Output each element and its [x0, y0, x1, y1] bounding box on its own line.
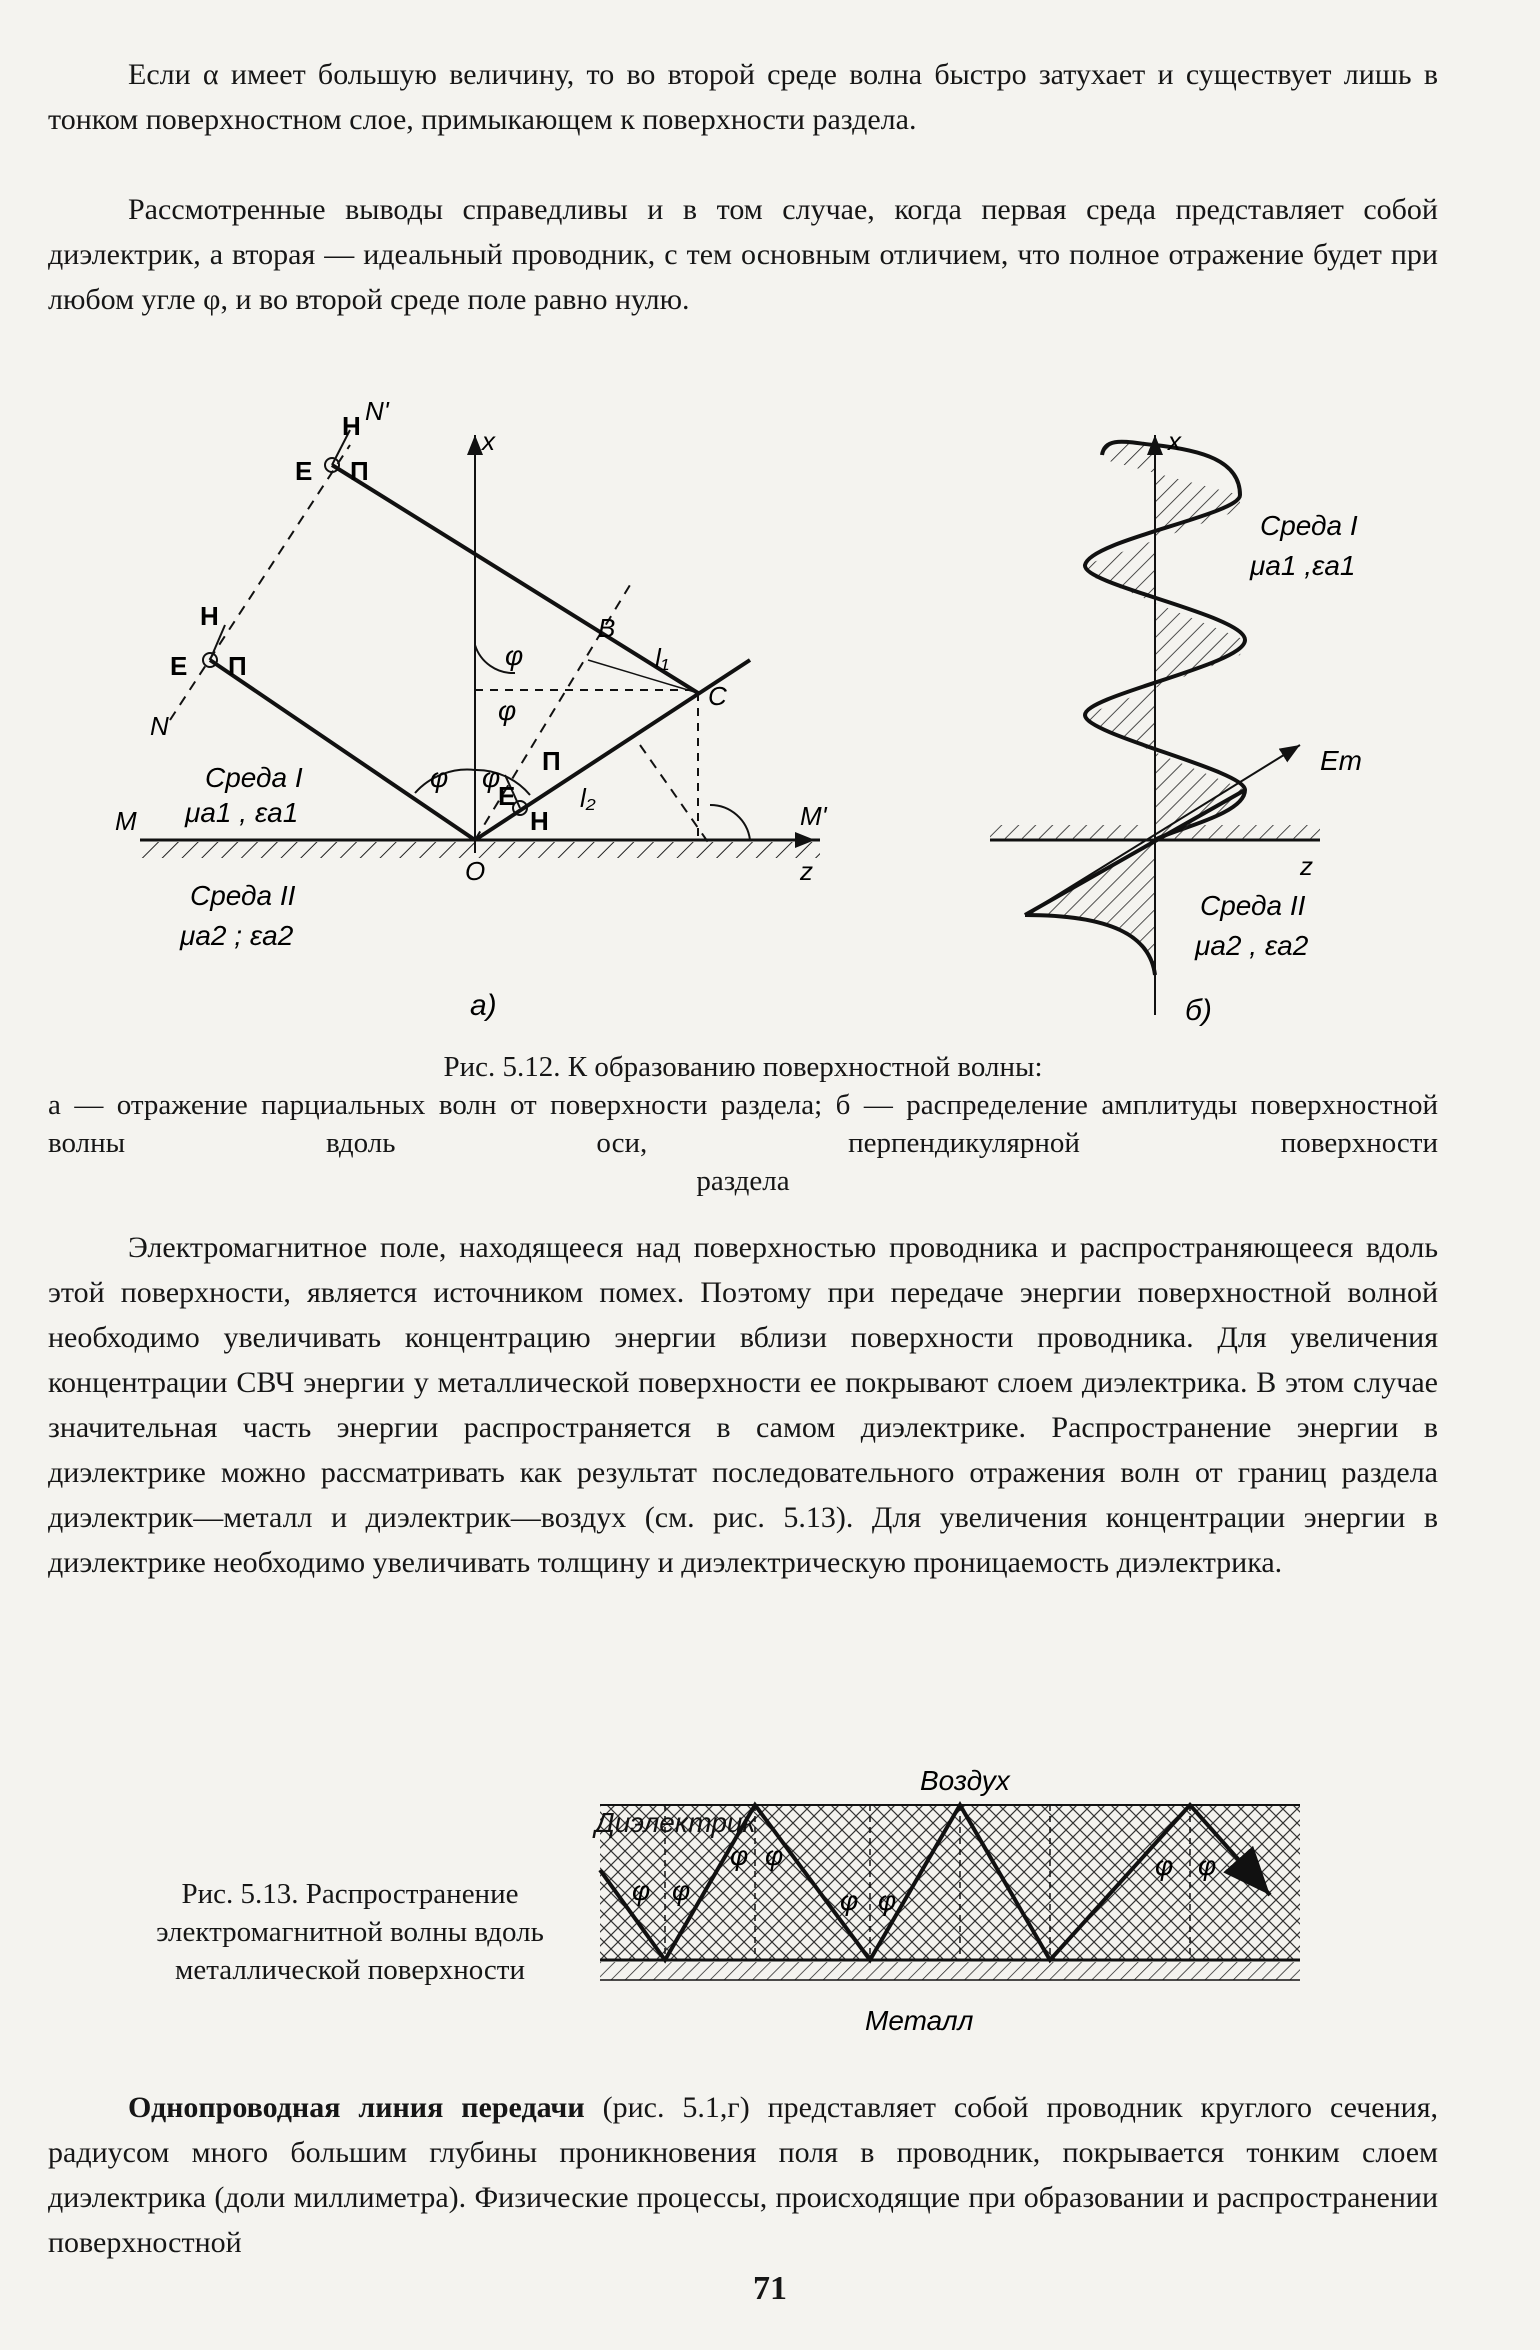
medium1-params: μa1 ,εa1	[1250, 550, 1356, 581]
label-H-top: H	[342, 411, 361, 441]
wavefront-NN	[170, 445, 350, 720]
axis-x-label: x	[482, 426, 495, 456]
label-phi-6: φ	[878, 1885, 897, 1916]
label-E-bottom: E	[498, 781, 516, 811]
medium1-name: Среда I	[205, 762, 303, 793]
label-B: B	[598, 613, 616, 643]
figure-5-13-caption: Рис. 5.13. Распространение электромагнитной волны вдоль металлической поверхности	[156, 1878, 544, 1986]
paragraph-4	[48, 2085, 1438, 2265]
label-phi-8: φ	[1198, 1850, 1217, 1881]
axis-z-label: z	[800, 856, 813, 886]
paragraph-3: Электромагнитное поле, находящееся над поверхностью проводника и распространяющееся вдоль этой поверхности, является источником помех. Поэтому при передаче энергии поверхностной волной необходимо увеличивать концентрацию энергии вблизи поверхности проводника. Для увеличения концентрации СВЧ энергии у металлической поверхности ее покрывают слоем диэлектрика. В этом случае значительная часть энергии распространяется в самом диэлектрике. Распространение энергии в диэлектрике можно рассматривать как результат последовательного отражения волн от границ раздела диэлектрик—металл и диэлектрик—воздух (см. рис. 5.13). Для увеличения концентрации энергии в диэлектрике необходимо увеличивать толщину и диэлектрическую проницаемость диэлектрика.	[48, 1231, 1438, 1579]
amplitude-area-lower	[1025, 840, 1155, 975]
axis-z-label: z	[1300, 851, 1313, 881]
label-N-prime: N'	[365, 396, 389, 426]
label-phi-1: φ	[632, 1875, 651, 1906]
page-number: 71	[753, 2270, 787, 2307]
medium2-name: Среда II	[1200, 890, 1306, 921]
B-C-line	[588, 660, 698, 693]
label-phi-1: φ	[505, 640, 524, 671]
label-phi-4: φ	[765, 1840, 784, 1871]
axis-x-label: x	[1168, 426, 1181, 456]
label-Em: Em	[1320, 745, 1362, 776]
label-H-bottom: H	[530, 806, 549, 836]
figure-5-12a	[110, 375, 830, 1035]
term-single-wire-line: Однопроводная линия передачи	[128, 2091, 585, 2124]
label-M-prime: M'	[800, 801, 827, 831]
label-N: N	[150, 711, 169, 741]
panel-a-sublabel: а)	[470, 989, 497, 1022]
label-dielectric: Диэлектрик	[595, 1807, 756, 1838]
metal-layer	[600, 1962, 1300, 1980]
label-metal: Металл	[865, 2005, 974, 2036]
medium1-params: μa1 , εa1	[185, 797, 299, 828]
label-E-mid: E	[170, 651, 188, 681]
caption-5-12-line1: Рис. 5.12. К образованию поверхностной волны:	[443, 1051, 1043, 1083]
figure-5-12-caption	[48, 1048, 1438, 1200]
label-H-mid: H	[200, 601, 219, 631]
paragraph-2: Рассмотренные выводы справедливы и в том случае, когда первая среда представляет собой диэлектрик, а вторая — идеальный проводник, с тем основным отличием, что полное отражение будет при любом угле φ, и во второй среде поле равно нулю.	[48, 193, 1438, 316]
label-phi-3: φ	[730, 1840, 749, 1871]
label-air: Воздух	[920, 1765, 1010, 1796]
amplitude-area-upper	[1085, 440, 1245, 840]
paragraph-4-rest: (рис. 5.1,г) представляет собой проводник круглого сечения, радиусом много большим глубины проникновения поля в проводник, покрывается тонким слоем диэлектрика (доли миллиметра). Физические процессы, происходящие при образовании и распространении поверхностной	[48, 2091, 1439, 2259]
angle-arc-4	[710, 805, 750, 840]
label-l2: l₂	[580, 783, 596, 813]
caption-5-12-line2: а — отражение парциальных волн от поверхности раздела; б — распределение амплитуды поверхностной волны вдоль оси, перпендикулярной поверхности	[48, 1089, 1438, 1159]
caption-5-12-line3: раздела	[696, 1165, 790, 1197]
medium2-params: μa2 ; εa2	[180, 920, 294, 951]
label-l1: l₁	[655, 643, 669, 673]
diag-dashed	[640, 745, 710, 845]
label-C: C	[708, 681, 727, 711]
medium2-params: μa2 , εa2	[1195, 930, 1309, 961]
paragraph-1: Если α имеет большую величину, то во второй среде волна быстро затухает и существует лишь в тонком поверхностном слое, примыкающем к поверхности раздела.	[48, 58, 1438, 136]
label-P-top: П	[350, 456, 369, 486]
label-M: M	[115, 806, 137, 836]
medium1-name: Среда I	[1260, 510, 1358, 541]
medium2-name: Среда II	[190, 880, 296, 911]
label-phi-2: φ	[672, 1875, 691, 1906]
label-phi-2: φ	[498, 695, 517, 726]
label-O: O	[465, 856, 486, 886]
label-P-bottom: П	[542, 746, 561, 776]
label-phi-4: φ	[482, 762, 501, 793]
label-phi-3: φ	[430, 762, 449, 793]
label-E-top: E	[295, 456, 313, 486]
label-phi-7: φ	[1155, 1850, 1174, 1881]
figure-5-13	[590, 1760, 1320, 2040]
label-phi-5: φ	[840, 1885, 859, 1916]
panel-b-sublabel: б)	[1185, 994, 1212, 1027]
figure-5-12b	[970, 415, 1390, 1035]
label-P-mid: П	[228, 651, 247, 681]
